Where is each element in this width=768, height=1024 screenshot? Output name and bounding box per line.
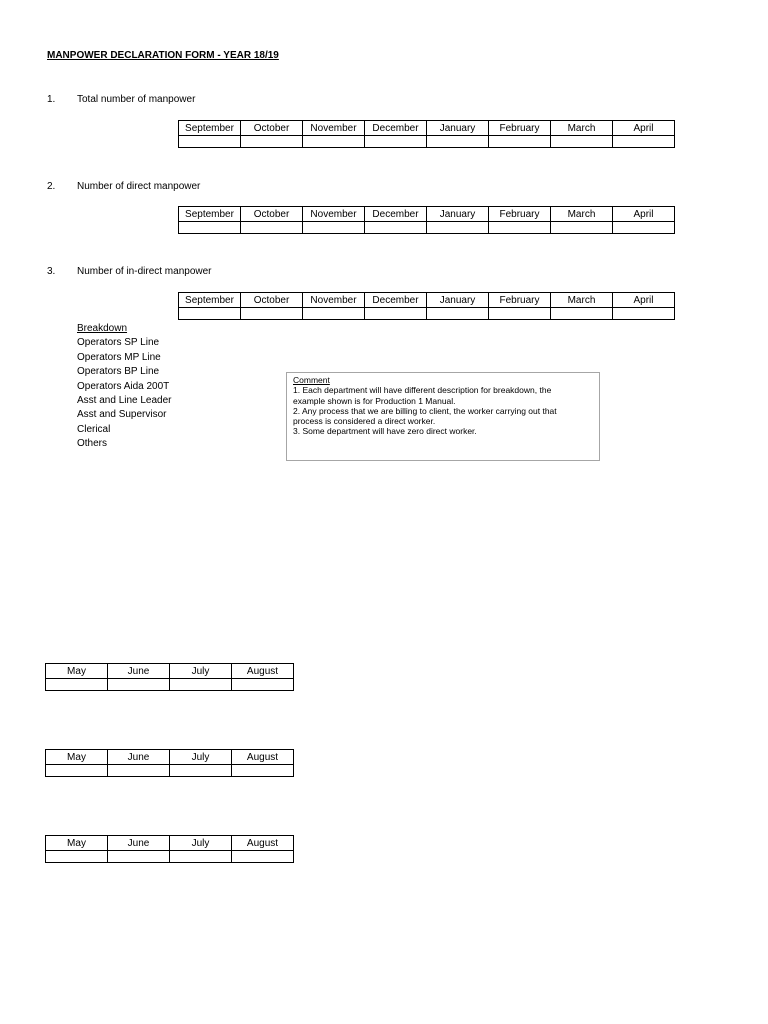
value-cell[interactable] bbox=[427, 136, 489, 148]
value-cell[interactable] bbox=[241, 308, 303, 320]
breakdown-list bbox=[77, 322, 172, 452]
comment-line: 2. Any process that we are billing to client, the worker carrying out that bbox=[293, 405, 557, 416]
breakdown-item: Operators BP Line bbox=[77, 366, 160, 378]
month-header: February bbox=[489, 293, 551, 308]
month-header: June bbox=[108, 836, 170, 851]
month-header: May bbox=[46, 750, 108, 765]
month-header: December bbox=[365, 293, 427, 308]
month-header: July bbox=[170, 750, 232, 765]
value-cell[interactable] bbox=[613, 308, 675, 320]
question-2-text: Number of direct manpower bbox=[77, 181, 201, 192]
month-header: December bbox=[365, 121, 427, 136]
value-cell[interactable] bbox=[170, 851, 232, 863]
month-header: July bbox=[170, 664, 232, 679]
comment-line: 1. Each department will have different description for breakdown, the bbox=[293, 385, 552, 396]
value-cell[interactable] bbox=[170, 765, 232, 777]
month-header: September bbox=[179, 207, 241, 222]
table-value-row bbox=[179, 308, 675, 320]
table-header-row bbox=[179, 207, 675, 222]
table-header-row bbox=[179, 293, 675, 308]
comment-box bbox=[286, 372, 600, 461]
month-header: April bbox=[613, 207, 675, 222]
table-indirect-manpower-continued bbox=[45, 835, 294, 863]
month-header: September bbox=[179, 293, 241, 308]
month-header: October bbox=[241, 293, 303, 308]
breakdown-item: Operators MP Line bbox=[77, 351, 161, 363]
table-value-row bbox=[46, 851, 294, 863]
value-cell[interactable] bbox=[232, 765, 294, 777]
comment-line: process is considered a direct worker. bbox=[293, 416, 436, 427]
table-value-row bbox=[46, 765, 294, 777]
month-header: July bbox=[170, 836, 232, 851]
table-header-row bbox=[179, 121, 675, 136]
breakdown-item: Asst and Supervisor bbox=[77, 409, 167, 421]
value-cell[interactable] bbox=[489, 136, 551, 148]
question-2-number: 2. bbox=[47, 181, 56, 192]
value-cell[interactable] bbox=[551, 136, 613, 148]
value-cell[interactable] bbox=[46, 851, 108, 863]
month-header: October bbox=[241, 207, 303, 222]
table-indirect-manpower bbox=[178, 292, 675, 320]
comment-line: 3. Some department will have zero direct worker. bbox=[293, 426, 477, 437]
value-cell[interactable] bbox=[232, 679, 294, 691]
value-cell[interactable] bbox=[303, 308, 365, 320]
table-value-row bbox=[179, 136, 675, 148]
month-header: January bbox=[427, 293, 489, 308]
value-cell[interactable] bbox=[108, 679, 170, 691]
value-cell[interactable] bbox=[551, 308, 613, 320]
table-direct-manpower-continued bbox=[45, 749, 294, 777]
month-header: August bbox=[232, 836, 294, 851]
value-cell[interactable] bbox=[365, 136, 427, 148]
month-header: January bbox=[427, 121, 489, 136]
value-cell[interactable] bbox=[108, 765, 170, 777]
month-header: June bbox=[108, 750, 170, 765]
value-cell[interactable] bbox=[241, 222, 303, 234]
value-cell[interactable] bbox=[46, 679, 108, 691]
question-1-text: Total number of manpower bbox=[77, 94, 196, 105]
month-header: August bbox=[232, 750, 294, 765]
value-cell[interactable] bbox=[551, 222, 613, 234]
value-cell[interactable] bbox=[179, 136, 241, 148]
breakdown-item: Operators SP Line bbox=[77, 337, 160, 349]
month-header: March bbox=[551, 293, 613, 308]
comment-heading: Comment bbox=[293, 375, 330, 385]
table-direct-manpower bbox=[178, 206, 675, 234]
value-cell[interactable] bbox=[365, 308, 427, 320]
question-3-number: 3. bbox=[47, 266, 56, 277]
month-header: May bbox=[46, 664, 108, 679]
value-cell[interactable] bbox=[303, 136, 365, 148]
value-cell[interactable] bbox=[613, 222, 675, 234]
value-cell[interactable] bbox=[232, 851, 294, 863]
table-header-row bbox=[46, 664, 294, 679]
month-header: March bbox=[551, 121, 613, 136]
value-cell[interactable] bbox=[613, 136, 675, 148]
month-header: April bbox=[613, 293, 675, 308]
question-3-text: Number of in-direct manpower bbox=[77, 266, 212, 277]
value-cell[interactable] bbox=[179, 308, 241, 320]
month-header: August bbox=[232, 664, 294, 679]
value-cell[interactable] bbox=[108, 851, 170, 863]
month-header: November bbox=[303, 207, 365, 222]
value-cell[interactable] bbox=[365, 222, 427, 234]
table-value-row bbox=[46, 679, 294, 691]
breakdown-heading: Breakdown bbox=[77, 323, 128, 334]
month-header: June bbox=[108, 664, 170, 679]
table-value-row bbox=[179, 222, 675, 234]
question-1-number: 1. bbox=[47, 94, 56, 105]
month-header: January bbox=[427, 207, 489, 222]
table-header-row bbox=[46, 750, 294, 765]
month-header: December bbox=[365, 207, 427, 222]
month-header: March bbox=[551, 207, 613, 222]
month-header: November bbox=[303, 121, 365, 136]
table-total-manpower bbox=[178, 120, 675, 148]
table-header-row bbox=[46, 836, 294, 851]
month-header: February bbox=[489, 121, 551, 136]
breakdown-item: Asst and Line Leader bbox=[77, 395, 172, 407]
value-cell[interactable] bbox=[46, 765, 108, 777]
month-header: February bbox=[489, 207, 551, 222]
value-cell[interactable] bbox=[427, 308, 489, 320]
value-cell[interactable] bbox=[303, 222, 365, 234]
month-header: September bbox=[179, 121, 241, 136]
value-cell[interactable] bbox=[489, 308, 551, 320]
breakdown-item: Others bbox=[77, 438, 108, 450]
value-cell[interactable] bbox=[170, 679, 232, 691]
month-header: October bbox=[241, 121, 303, 136]
value-cell[interactable] bbox=[489, 222, 551, 234]
comment-line: example shown is for Production 1 Manual. bbox=[293, 395, 456, 406]
month-header: November bbox=[303, 293, 365, 308]
month-header: May bbox=[46, 836, 108, 851]
breakdown-item: Operators Aida 200T bbox=[77, 380, 170, 392]
table-total-manpower-continued bbox=[45, 663, 294, 691]
value-cell[interactable] bbox=[427, 222, 489, 234]
breakdown-item: Clerical bbox=[77, 423, 111, 435]
value-cell[interactable] bbox=[241, 136, 303, 148]
value-cell[interactable] bbox=[179, 222, 241, 234]
page-title: MANPOWER DECLARATION FORM - YEAR 18/19 bbox=[47, 50, 279, 61]
month-header: April bbox=[613, 121, 675, 136]
